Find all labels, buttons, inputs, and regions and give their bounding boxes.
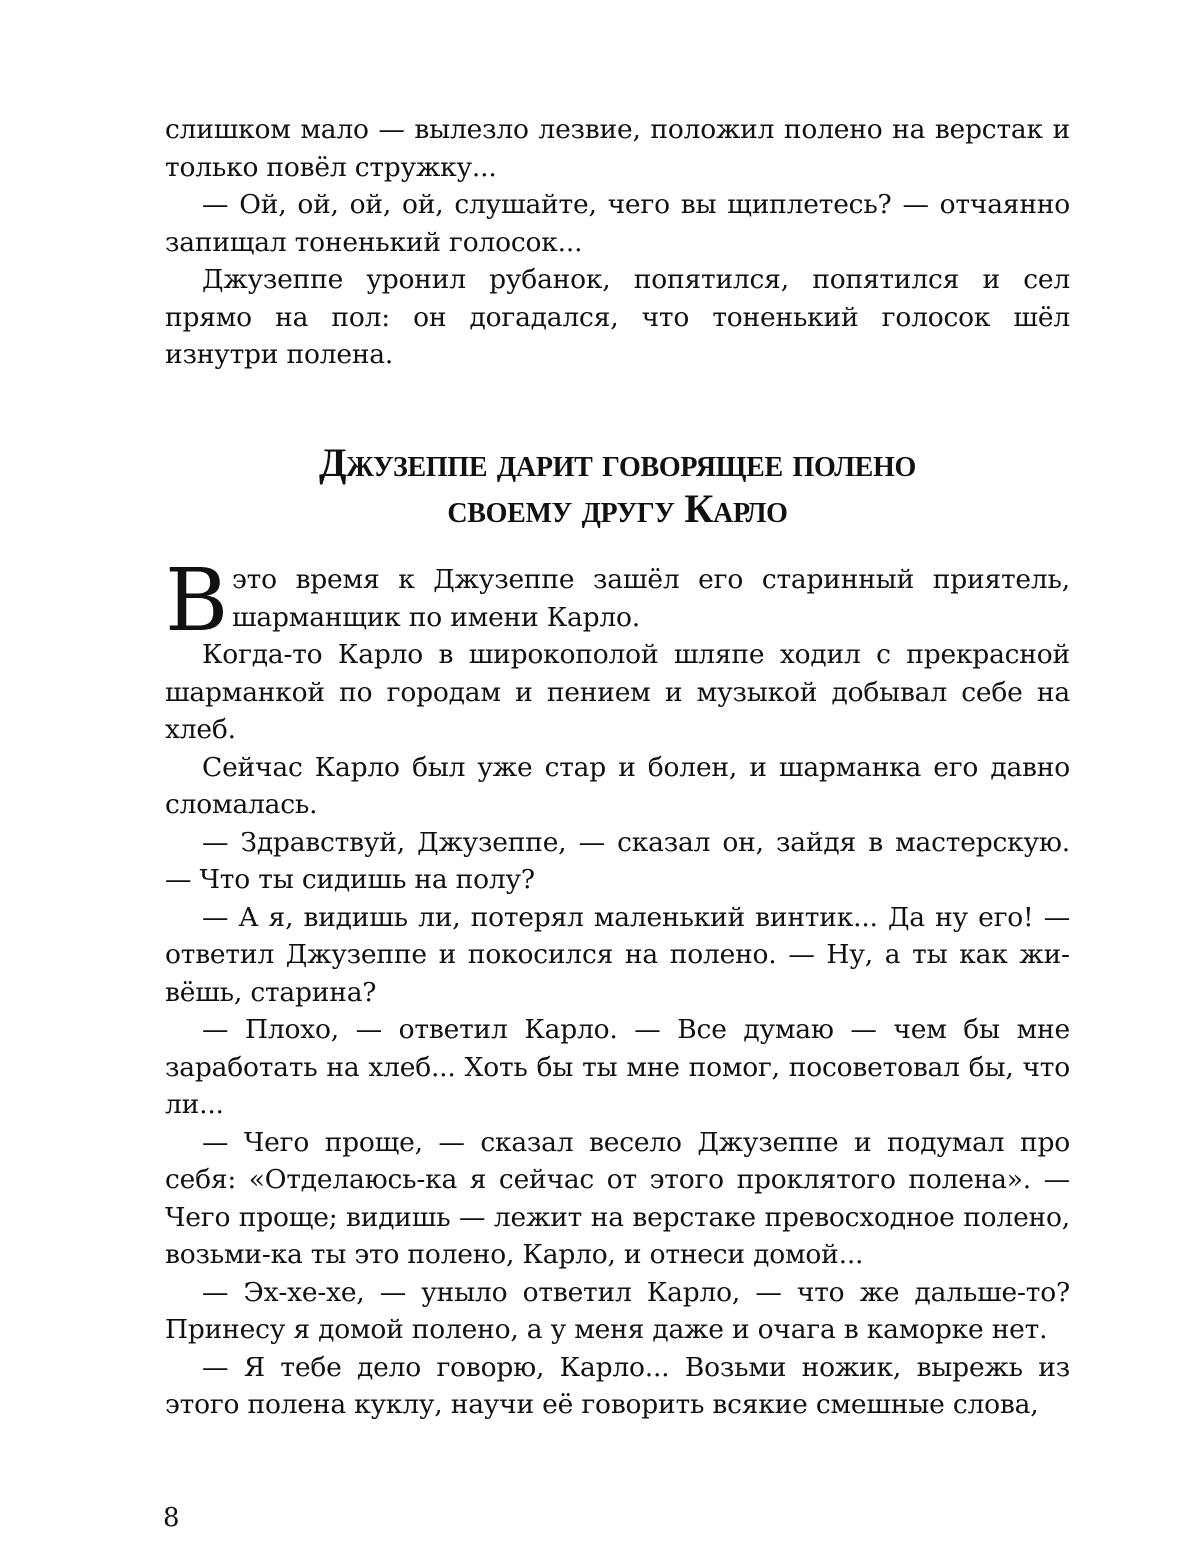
paragraph: Когда-то Карло в широкополой шляпе ходил с прекрасной шарманкой по городам и пением и музыкой добывал себе на хлеб. bbox=[165, 639, 1070, 745]
chapter-body bbox=[165, 551, 1070, 1424]
paragraph: — Чего проще, — сказал весело Джузеппе и подумал про себя: «Отделаюсь-ка я сейчас от этого проклятого полена». — Чего проще; видишь — лежит на верстаке превосходное полено, возьми-ка ты это полено, Карло, и отнеси домой... bbox=[165, 1126, 1070, 1270]
paragraph-continued: слишком мало — вылезло лезвие, положил полено на верстак и только повёл стружку... bbox=[165, 114, 1070, 183]
drop-cap: В bbox=[165, 551, 228, 651]
continued-text-section bbox=[165, 111, 1070, 374]
paragraph: — Здравствуй, Джузеппе, — сказал он, зайдя в мастерскую. — Что ты сидишь на полу? bbox=[165, 826, 1070, 895]
chapter-title-line-1: Джузеппе дарит говорящее полено bbox=[318, 440, 917, 485]
paragraph: — Плохо, — ответил Карло. — Все думаю — чем бы мне заработать на хлеб... Хоть бы ты мне помог, посоветовал бы, что ли... bbox=[165, 1014, 1070, 1120]
paragraph: Сейчас Карло был уже стар и болен, и шарманка его давно сломалась. bbox=[165, 751, 1070, 820]
paragraph: — Ой, ой, ой, ой, слушайте, чего вы щиплетесь? — отчаянно запищал тоненький голосок... bbox=[165, 189, 1070, 258]
paragraph: — Я тебе дело говорю, Карло... Возьми ножик, вырежь из этого полена куклу, научи её говорить всякие смешные слова, bbox=[165, 1351, 1070, 1420]
opening-paragraph-text: это время к Джузеппе зашёл его старинный приятель, шарманщик по имени Карло. bbox=[232, 564, 1070, 633]
opening-paragraph bbox=[165, 551, 1070, 651]
chapter-title-line-2: своему другу Карло bbox=[447, 486, 788, 531]
paragraph: — А я, видишь ли, потерял маленький винтик... Да ну его! — ответил Джузеппе и покосился на полено. — Ну, а ты как живёшь, старина? bbox=[165, 901, 1070, 1008]
paragraph: — Эх-хе-хе, — уныло ответил Карло, — что же дальше-то? Принесу я домой полено, а у меня даже и очага в каморке нет. bbox=[165, 1276, 1070, 1345]
page-number: 8 bbox=[163, 1503, 180, 1533]
chapter-title bbox=[165, 440, 1070, 532]
paragraph: Джузеппе уронил рубанок, попятился, попятился и сел прямо на пол: он догадался, что тоненький голосок шёл изнутри полена. bbox=[165, 264, 1070, 370]
